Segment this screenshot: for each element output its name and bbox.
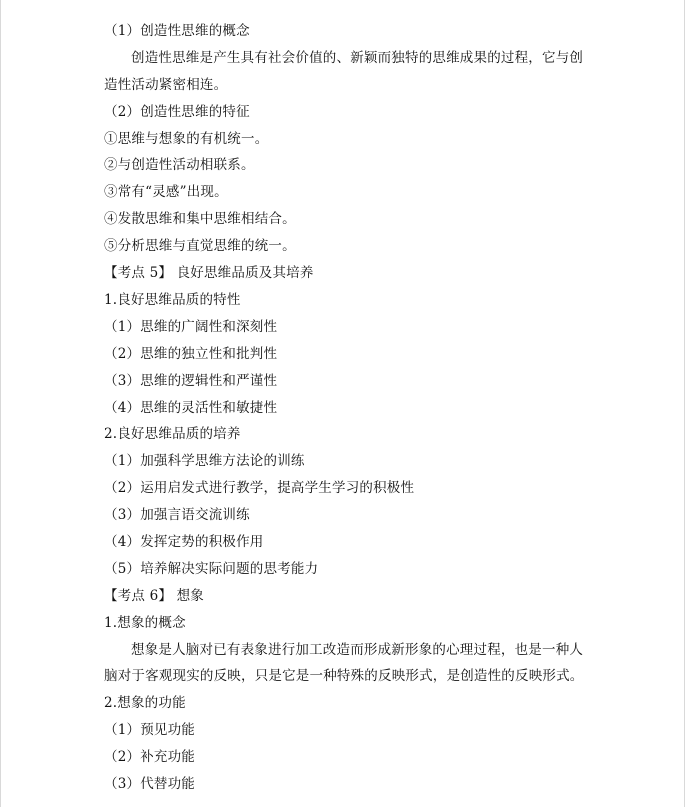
list-item: （3）思维的逻辑性和严谨性 <box>104 372 278 389</box>
subheading-thinking-quality-cultivation: 2.良好思维品质的培养 <box>104 426 241 443</box>
list-item: （2）思维的独立性和批判性 <box>104 345 278 362</box>
list-item: （3）代替功能 <box>104 776 195 792</box>
subheading-thinking-quality-traits: 1.良好思维品质的特性 <box>104 291 241 308</box>
list-item: ④发散思维和集中思维相结合。 <box>104 211 296 228</box>
heading-creative-thinking-concept: （1）创造性思维的概念 <box>104 23 250 39</box>
list-item: （1）预见功能 <box>104 722 195 739</box>
paragraph-imagination-definition: 想象是人脑对已有表象进行加工改造而形成新形象的心理过程，也是一种人脑对于客观现实的反映，只是它是一种特殊的反映形式，是创造性的反映形式。 <box>104 641 584 685</box>
subheading-imagination-functions: 2.想象的功能 <box>104 695 186 712</box>
list-item: （1）思维的广阔性和深刻性 <box>104 318 278 335</box>
heading-creative-thinking-features: （2）创造性思维的特征 <box>104 103 250 120</box>
list-item: （4）思维的灵活性和敏捷性 <box>104 399 278 416</box>
list-item: （3）加强言语交流训练 <box>104 507 250 524</box>
subheading-imagination-concept: 1.想象的概念 <box>104 614 186 631</box>
list-item: （5）培养解决实际问题的思考能力 <box>104 560 319 577</box>
paragraph-creative-thinking-definition: 创造性思维是产生具有社会价值的、新颖而独特的思维成果的过程，它与创造性活动紧密相连。 <box>104 49 584 93</box>
list-item: ⑤分析思维与直觉思维的统一。 <box>104 238 296 255</box>
list-item: （2）补充功能 <box>104 749 195 766</box>
list-item: ①思维与想象的有机统一。 <box>104 130 269 147</box>
document-body <box>104 18 588 798</box>
list-item: ③常有“灵感”出现。 <box>104 184 228 201</box>
list-item: ②与创造性活动相联系。 <box>104 157 255 174</box>
list-item: （4）发挥定势的积极作用 <box>104 533 264 550</box>
section-heading-point-6: 【考点 6】 想象 <box>104 587 204 604</box>
section-heading-point-5: 【考点 5】 良好思维品质及其培养 <box>104 265 314 282</box>
list-item: （2）运用启发式进行教学，提高学生学习的积极性 <box>104 480 415 497</box>
list-item: （1）加强科学思维方法论的训练 <box>104 453 305 470</box>
